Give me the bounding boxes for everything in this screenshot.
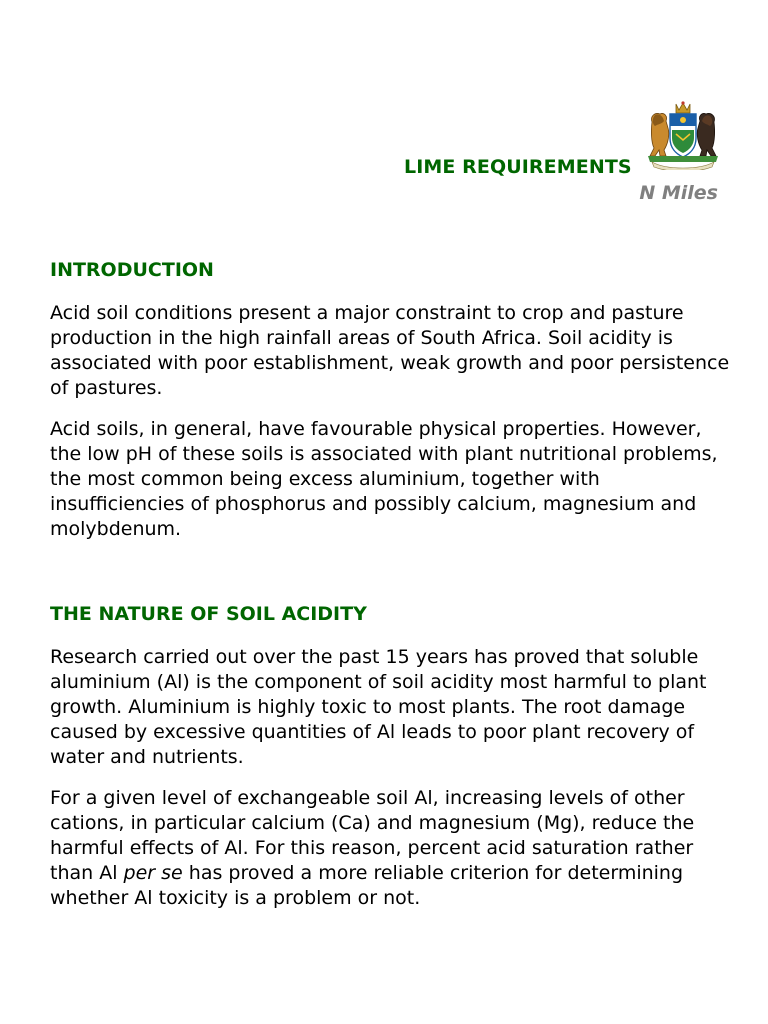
paragraph: Acid soil conditions present a major constraint to crop and pasture production in the high rainfall areas of South Africa. Soil acidity is associated with poor establishment, weak growth and poor persistence of pastures. bbox=[50, 302, 730, 399]
coat-of-arms-icon bbox=[646, 100, 720, 170]
document-body bbox=[50, 258, 730, 927]
paragraph: Acid soils, in general, have favourable physical properties. However, the low pH of these soils is associated with plant nutritional problems, the most common being excess aluminium, together with insufficiencies of phosphorus and possibly calcium, magnesium and molybdenum. bbox=[50, 418, 718, 540]
document-author: N Miles bbox=[639, 182, 718, 204]
document-header bbox=[0, 0, 768, 220]
paragraph: Research carried out over the past 15 years has proved that soluble aluminium (Al) is the component of soil acidity most harmful to plant growth. Aluminium is highly toxic to most plants. The root damage caused by excessive quantities of Al leads to poor plant recovery of water and nutrients. bbox=[50, 646, 707, 768]
section-nature-of-soil-acidity bbox=[50, 602, 730, 911]
section-introduction bbox=[50, 258, 730, 542]
paragraph bbox=[50, 786, 730, 911]
section-heading: THE NATURE OF SOIL ACIDITY bbox=[50, 603, 367, 625]
paragraph-text: has proved a more reliable criterion for determining whether Al toxicity is a problem or not. bbox=[50, 862, 684, 909]
section-spacer bbox=[50, 558, 730, 602]
italic-term: per se bbox=[123, 862, 183, 884]
paragraph-text: For a given level of exchangeable soil Al, increasing levels of other cations, in particular calcium (Ca) and magnesium (Mg), reduce the harmful effects of Al. For this reason, percent acid saturation rather than Al bbox=[50, 787, 695, 884]
document-title: LIME REQUIREMENTS bbox=[404, 156, 632, 178]
section-heading: INTRODUCTION bbox=[50, 259, 214, 281]
